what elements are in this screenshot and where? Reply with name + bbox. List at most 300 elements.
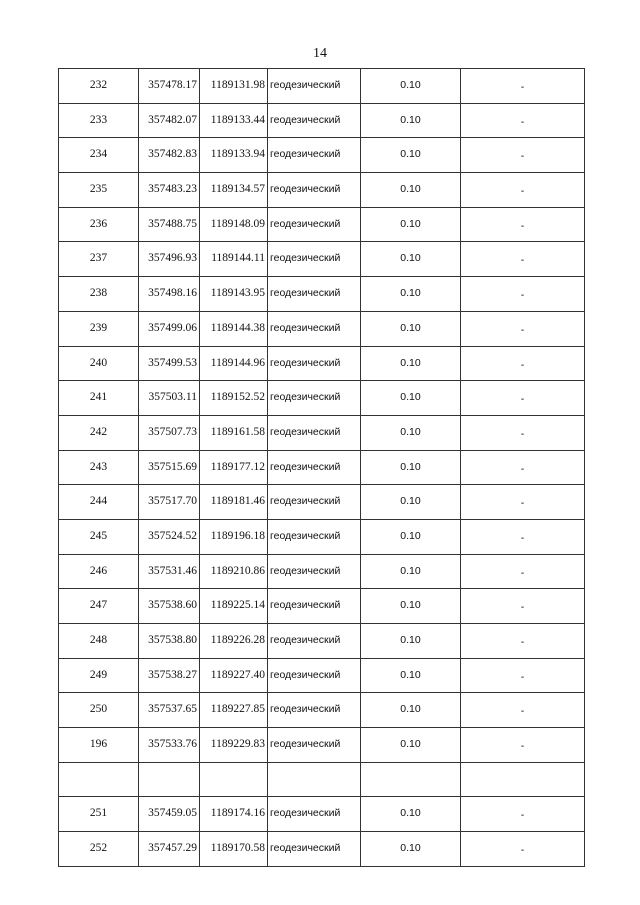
coordinate-x-cell-text: 357503.11 [148, 391, 197, 404]
method-cell [268, 69, 361, 104]
coordinate-x-cell-text: 357498.16 [148, 287, 197, 300]
page-number: 14 [313, 46, 327, 61]
note-cell-text: - [520, 427, 525, 440]
coordinate-x-cell [139, 69, 200, 104]
point-number-cell-text: 244 [89, 495, 108, 508]
table-row [59, 138, 585, 173]
accuracy-cell [361, 797, 461, 832]
accuracy-cell-text: 0.10 [400, 356, 421, 369]
method-cell [268, 207, 361, 242]
note-cell [461, 242, 585, 277]
coordinate-y-cell [200, 519, 268, 554]
method-cell-text: геодезический [270, 287, 341, 300]
coordinate-y-cell [200, 277, 268, 312]
table-row [59, 624, 585, 659]
note-cell-text: - [520, 150, 525, 163]
method-cell [268, 832, 361, 867]
method-cell [268, 381, 361, 416]
coordinate-x-cell [139, 450, 200, 485]
accuracy-cell-text: 0.10 [400, 738, 421, 751]
coordinate-x-cell-text: 357499.06 [148, 321, 197, 334]
method-cell-text: геодезический [270, 460, 341, 473]
note-cell [461, 381, 585, 416]
point-number-cell [59, 311, 139, 346]
coordinate-x-cell [139, 173, 200, 208]
point-number-cell-text: 241 [89, 391, 108, 404]
point-number-cell-text: 246 [89, 564, 108, 577]
method-cell [268, 728, 361, 763]
coordinate-y-cell [200, 589, 268, 624]
method-cell-text: геодезический [270, 356, 341, 369]
coordinate-y-cell-text: 1189144.38 [210, 321, 265, 334]
coordinate-x-cell-text: 357496.93 [148, 252, 197, 265]
coordinate-x-cell-text: 357499.53 [148, 356, 197, 369]
note-cell [461, 728, 585, 763]
method-cell-text: геодезический [270, 113, 341, 126]
method-cell [268, 346, 361, 381]
coordinate-y-cell [200, 173, 268, 208]
coordinate-y-cell-text: 1189174.16 [210, 807, 265, 820]
note-cell-text [461, 763, 584, 775]
coordinate-y-cell-text: 1189161.58 [210, 425, 265, 438]
note-cell [461, 519, 585, 554]
point-number-cell [59, 485, 139, 520]
coordinate-x-cell-text: 357538.60 [148, 599, 197, 612]
accuracy-cell [361, 138, 461, 173]
accuracy-cell [361, 832, 461, 867]
note-cell-text: - [520, 289, 525, 302]
method-cell-text: геодезический [270, 495, 341, 508]
note-cell-text: - [520, 462, 525, 475]
point-number-cell-text: 240 [89, 356, 108, 369]
note-cell [461, 207, 585, 242]
accuracy-cell [361, 624, 461, 659]
accuracy-cell [361, 381, 461, 416]
accuracy-cell [361, 242, 461, 277]
accuracy-cell-text: 0.10 [400, 807, 421, 820]
coordinate-x-cell [139, 519, 200, 554]
table-row [59, 173, 585, 208]
point-number-cell-text: 235 [89, 183, 108, 196]
point-number-cell [59, 797, 139, 832]
method-cell [268, 242, 361, 277]
coordinate-y-cell-text: 1189131.98 [210, 79, 265, 91]
accuracy-cell-text: 0.10 [400, 217, 421, 230]
accuracy-cell [361, 589, 461, 624]
point-number-cell [59, 207, 139, 242]
note-cell-text: - [520, 705, 525, 718]
coordinate-y-cell-text: 1189144.11 [211, 252, 265, 265]
accuracy-cell [361, 207, 461, 242]
accuracy-cell-text: 0.10 [400, 321, 421, 334]
accuracy-cell [361, 485, 461, 520]
table-row [59, 207, 585, 242]
method-cell [268, 485, 361, 520]
point-number-cell-text: 247 [89, 599, 108, 612]
coordinate-y-cell-text [200, 763, 267, 773]
coordinate-x-cell [139, 103, 200, 138]
coordinate-x-cell [139, 485, 200, 520]
coordinate-y-cell [200, 797, 268, 832]
coordinate-y-cell [200, 658, 268, 693]
coordinate-x-cell [139, 762, 200, 797]
coordinate-y-cell-text: 1189210.86 [210, 564, 265, 577]
note-cell [461, 103, 585, 138]
coordinate-x-cell-text: 357488.75 [148, 217, 197, 230]
table-row [59, 450, 585, 485]
accuracy-cell [361, 346, 461, 381]
table-row [59, 797, 585, 832]
accuracy-cell [361, 173, 461, 208]
coordinate-y-cell-text: 1189196.18 [210, 529, 265, 542]
coordinates-table-body [59, 69, 585, 867]
coordinate-x-cell-text [139, 763, 199, 773]
note-cell [461, 589, 585, 624]
point-number-cell [59, 346, 139, 381]
method-cell [268, 103, 361, 138]
table-row [59, 519, 585, 554]
coordinate-x-cell [139, 311, 200, 346]
coordinate-y-cell [200, 69, 268, 104]
method-cell-text: геодезический [270, 391, 341, 404]
accuracy-cell [361, 762, 461, 797]
point-number-cell [59, 728, 139, 763]
point-number-cell-text: 236 [89, 217, 108, 230]
accuracy-cell [361, 728, 461, 763]
table-row [59, 103, 585, 138]
coordinate-y-cell-text: 1189133.94 [210, 148, 265, 161]
method-cell [268, 277, 361, 312]
accuracy-cell-text: 0.10 [400, 703, 421, 716]
coordinate-y-cell [200, 138, 268, 173]
method-cell-text: геодезический [270, 529, 341, 542]
note-cell [461, 277, 585, 312]
note-cell-text: - [520, 185, 525, 198]
coordinate-x-cell [139, 138, 200, 173]
note-cell-text: - [520, 81, 525, 93]
method-cell-text: геодезический [270, 79, 341, 91]
point-number-cell [59, 624, 139, 659]
coordinate-y-cell-text: 1189227.85 [210, 703, 265, 716]
note-cell [461, 554, 585, 589]
point-number-cell-text: 232 [89, 79, 108, 91]
coordinate-x-cell-text: 357507.73 [148, 425, 197, 438]
coordinate-y-cell-text: 1189227.40 [210, 668, 265, 681]
coordinate-x-cell-text: 357538.27 [148, 668, 197, 681]
method-cell-text: геодезический [270, 564, 341, 577]
method-cell-text: геодезический [270, 217, 341, 230]
note-cell [461, 346, 585, 381]
coordinate-x-cell-text: 357538.80 [148, 634, 197, 646]
coordinate-y-cell-text: 1189148.09 [210, 217, 265, 230]
coordinate-x-cell [139, 728, 200, 763]
method-cell [268, 658, 361, 693]
coordinate-y-cell [200, 624, 268, 659]
coordinate-y-cell-text: 1189143.95 [210, 287, 265, 300]
coordinate-y-cell-text: 1189225.14 [210, 599, 265, 612]
point-number-cell [59, 832, 139, 867]
coordinate-y-cell [200, 832, 268, 867]
coordinate-x-cell-text: 357457.29 [148, 842, 197, 855]
table-row [59, 69, 585, 104]
point-number-cell-text [59, 763, 138, 773]
accuracy-cell [361, 103, 461, 138]
point-number-cell [59, 173, 139, 208]
accuracy-cell-text: 0.10 [400, 599, 421, 612]
coordinate-x-cell [139, 624, 200, 659]
method-cell-text: геодезический [270, 668, 341, 681]
note-cell-text: - [520, 323, 525, 336]
table-row [59, 346, 585, 381]
point-number-cell [59, 242, 139, 277]
coordinate-y-cell [200, 762, 268, 797]
method-cell [268, 450, 361, 485]
note-cell-text: - [520, 531, 525, 544]
accuracy-cell-text: 0.10 [400, 148, 421, 161]
point-number-cell [59, 519, 139, 554]
note-cell [461, 624, 585, 659]
method-cell [268, 138, 361, 173]
coordinate-y-cell [200, 346, 268, 381]
note-cell-text: - [520, 566, 525, 579]
coordinate-y-cell-text: 1189134.57 [210, 183, 265, 196]
note-cell [461, 415, 585, 450]
note-cell-text: - [520, 809, 525, 822]
coordinate-y-cell-text: 1189181.46 [210, 495, 265, 508]
note-cell [461, 693, 585, 728]
point-number-cell-text: 196 [89, 738, 108, 751]
coordinate-y-cell-text: 1189170.58 [210, 842, 265, 855]
table-row [59, 832, 585, 867]
point-number-cell-text: 252 [89, 842, 108, 855]
accuracy-cell [361, 693, 461, 728]
point-number-cell-text: 245 [89, 529, 108, 542]
point-number-cell [59, 138, 139, 173]
coordinate-y-cell [200, 311, 268, 346]
point-number-cell [59, 693, 139, 728]
note-cell [461, 138, 585, 173]
coordinate-x-cell [139, 242, 200, 277]
note-cell [461, 797, 585, 832]
method-cell [268, 415, 361, 450]
note-cell-text: - [520, 740, 525, 753]
note-cell [461, 832, 585, 867]
coordinate-y-cell [200, 554, 268, 589]
coordinate-x-cell [139, 346, 200, 381]
table-row [59, 554, 585, 589]
point-number-cell-text: 242 [89, 425, 108, 438]
method-cell [268, 693, 361, 728]
point-number-cell [59, 103, 139, 138]
method-cell-text: геодезический [270, 425, 341, 438]
table-row [59, 242, 585, 277]
method-cell-text: геодезический [270, 738, 341, 751]
note-cell-text: - [520, 497, 525, 510]
point-number-cell [59, 415, 139, 450]
accuracy-cell-text: 0.10 [400, 391, 421, 404]
method-cell-text: геодезический [270, 807, 341, 820]
coordinate-y-cell [200, 485, 268, 520]
coordinate-x-cell [139, 381, 200, 416]
coordinate-y-cell-text: 1189177.12 [210, 460, 265, 473]
point-number-cell [59, 69, 139, 104]
note-cell [461, 450, 585, 485]
accuracy-cell [361, 311, 461, 346]
coordinate-x-cell [139, 658, 200, 693]
coordinate-x-cell-text: 357482.07 [148, 113, 197, 126]
coordinate-x-cell-text: 357524.52 [148, 529, 197, 542]
point-number-cell-text: 249 [89, 668, 108, 681]
accuracy-cell-text: 0.10 [400, 79, 421, 91]
accuracy-cell-text: 0.10 [400, 183, 421, 196]
coordinate-y-cell [200, 207, 268, 242]
accuracy-cell-text [361, 763, 460, 773]
note-cell-text: - [520, 393, 525, 406]
table-row [59, 277, 585, 312]
point-number-cell-text: 234 [89, 148, 108, 161]
method-cell-text: геодезический [270, 634, 341, 646]
table-row [59, 381, 585, 416]
coordinate-x-cell [139, 554, 200, 589]
method-cell [268, 519, 361, 554]
coordinate-y-cell [200, 450, 268, 485]
accuracy-cell-text: 0.10 [400, 495, 421, 508]
accuracy-cell-text: 0.10 [400, 842, 421, 855]
point-number-cell-text: 233 [89, 113, 108, 126]
coordinate-x-cell-text: 357531.46 [148, 564, 197, 577]
point-number-cell [59, 589, 139, 624]
table-row [59, 762, 585, 797]
note-cell [461, 69, 585, 104]
accuracy-cell-text: 0.10 [400, 287, 421, 300]
coordinate-x-cell-text: 357459.05 [148, 807, 197, 820]
coordinate-x-cell [139, 797, 200, 832]
note-cell-text: - [520, 115, 525, 128]
coordinate-x-cell [139, 277, 200, 312]
method-cell-text: геодезический [270, 148, 341, 161]
coordinate-y-cell [200, 242, 268, 277]
point-number-cell-text: 237 [89, 252, 108, 265]
accuracy-cell [361, 415, 461, 450]
note-cell-text: - [520, 358, 525, 371]
table-row [59, 728, 585, 763]
coordinate-y-cell-text: 1189152.52 [210, 391, 265, 404]
point-number-cell [59, 554, 139, 589]
point-number-cell [59, 381, 139, 416]
method-cell-text: геодезический [270, 703, 341, 716]
method-cell [268, 762, 361, 797]
coordinate-x-cell-text: 357537.65 [148, 703, 197, 716]
accuracy-cell [361, 519, 461, 554]
method-cell [268, 311, 361, 346]
accuracy-cell-text: 0.10 [400, 252, 421, 265]
coordinate-x-cell-text: 357533.76 [148, 738, 197, 751]
accuracy-cell [361, 554, 461, 589]
table-row [59, 311, 585, 346]
coordinate-x-cell [139, 589, 200, 624]
table-row [59, 589, 585, 624]
note-cell [461, 173, 585, 208]
table-row [59, 658, 585, 693]
note-cell [461, 658, 585, 693]
coordinate-x-cell-text: 357515.69 [148, 460, 197, 473]
point-number-cell [59, 658, 139, 693]
method-cell [268, 173, 361, 208]
accuracy-cell-text: 0.10 [400, 668, 421, 681]
method-cell [268, 797, 361, 832]
coordinate-x-cell [139, 207, 200, 242]
coordinate-y-cell-text: 1189144.96 [210, 356, 265, 369]
method-cell-text: геодезический [270, 599, 341, 612]
point-number-cell-text: 250 [89, 703, 108, 716]
coordinate-y-cell-text: 1189226.28 [210, 634, 265, 646]
coordinates-table [58, 68, 585, 867]
accuracy-cell-text: 0.10 [400, 425, 421, 438]
coordinate-y-cell [200, 381, 268, 416]
point-number-cell-text: 251 [89, 807, 108, 820]
method-cell-text [268, 763, 360, 773]
accuracy-cell [361, 69, 461, 104]
point-number-cell-text: 239 [89, 321, 108, 334]
coordinate-y-cell-text: 1189133.44 [210, 113, 265, 126]
accuracy-cell [361, 658, 461, 693]
note-cell [461, 311, 585, 346]
note-cell-text: - [520, 254, 525, 267]
note-cell-text: - [520, 670, 525, 683]
coordinate-y-cell [200, 728, 268, 763]
coordinate-y-cell [200, 103, 268, 138]
coordinate-x-cell-text: 357517.70 [148, 495, 197, 508]
point-number-cell [59, 762, 139, 797]
method-cell-text: геодезический [270, 183, 341, 196]
table-row [59, 415, 585, 450]
method-cell [268, 589, 361, 624]
note-cell-text: - [520, 636, 525, 648]
coordinate-x-cell-text: 357482.83 [148, 148, 197, 161]
method-cell [268, 554, 361, 589]
accuracy-cell-text: 0.10 [400, 564, 421, 577]
note-cell [461, 485, 585, 520]
point-number-cell-text: 243 [89, 460, 108, 473]
coordinate-y-cell-text: 1189229.83 [210, 738, 265, 751]
point-number-cell-text: 248 [89, 634, 108, 646]
coordinate-x-cell-text: 357478.17 [148, 79, 197, 91]
accuracy-cell [361, 277, 461, 312]
point-number-cell-text: 238 [89, 287, 108, 300]
method-cell-text: геодезический [270, 252, 341, 265]
coordinate-x-cell-text: 357483.23 [148, 183, 197, 196]
method-cell [268, 624, 361, 659]
note-cell-text: - [520, 844, 525, 857]
note-cell [461, 762, 585, 797]
table-row [59, 485, 585, 520]
method-cell-text: геодезический [270, 842, 341, 855]
accuracy-cell-text: 0.10 [400, 529, 421, 542]
note-cell-text: - [520, 601, 525, 614]
point-number-cell [59, 277, 139, 312]
table-row [59, 693, 585, 728]
point-number-cell [59, 450, 139, 485]
note-cell-text: - [520, 219, 525, 232]
coordinate-x-cell [139, 693, 200, 728]
coordinate-x-cell [139, 832, 200, 867]
accuracy-cell [361, 450, 461, 485]
method-cell-text: геодезический [270, 321, 341, 334]
coordinate-y-cell [200, 693, 268, 728]
coordinate-x-cell [139, 415, 200, 450]
accuracy-cell-text: 0.10 [400, 634, 421, 646]
accuracy-cell-text: 0.10 [400, 460, 421, 473]
